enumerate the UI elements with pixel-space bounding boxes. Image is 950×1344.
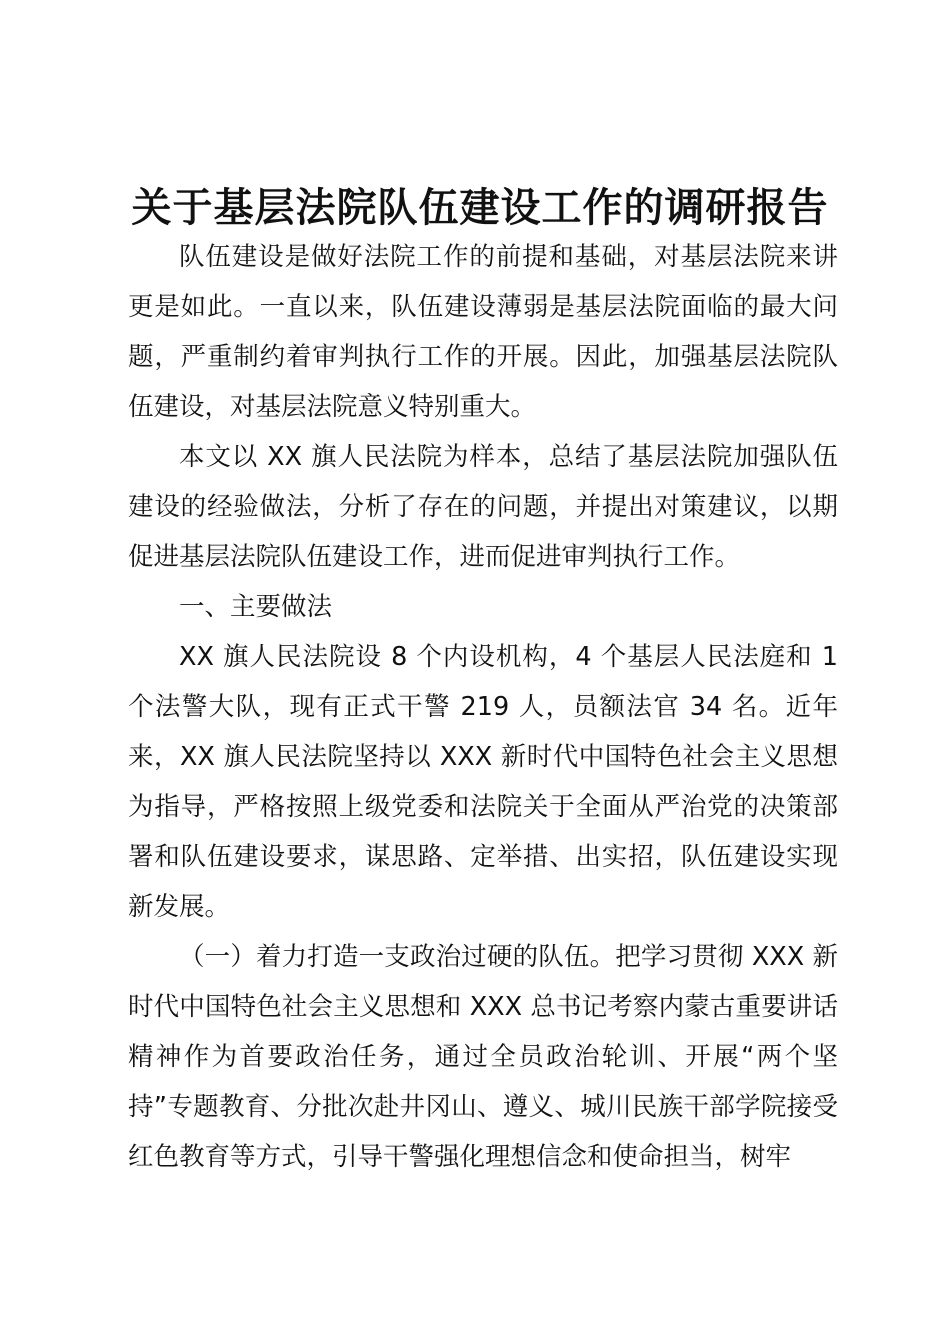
intro-paragraph-1: 队伍建设是做好法院工作的前提和基础，对基层法院来讲更是如此。一直以来，队伍建设薄弱是基层法院面临的最大问题，严重制约着审判执行工作的开展。因此，加强基层法院队伍建设，对基层法院意义特别重大。 [128,242,838,422]
document-body [128,232,838,1182]
section-heading: 一、主要做法 [179,592,333,622]
section-paragraph-2: （一）着力打造一支政治过硬的队伍。把学习贯彻 XXX 新时代中国特色社会主义思想和 XXX 总书记考察内蒙古重要讲话精神作为首要政治任务，通过全员政治轮训、开展“两个坚持”专题教育、分批次赴井冈山、遵义、城川民族干部学院接受红色教育等方式，引导干警强化理想信念和使命担当，树牢 [128,942,838,1172]
intro-paragraph-2: 本文以 XX 旗人民法院为样本，总结了基层法院加强队伍建设的经验做法，分析了存在的问题，并提出对策建议，以期促进基层法院队伍建设工作，进而促进审判执行工作。 [128,442,838,572]
document-title: 关于基层法院队伍建设工作的调研报告 [131,184,829,231]
section-paragraph-1: XX 旗人民法院设 8 个内设机构，4 个基层人民法庭和 1 个法警大队，现有正式干警 219 人，员额法官 34 名。近年来，XX 旗人民法院坚持以 XXX 新时代中国特色社会主义思想为指导，严格按照上级党委和法院关于全面从严治党的决策部署和队伍建设要求，谋思路、定举措、出实招，队伍建设实现新发展。 [128,642,838,922]
